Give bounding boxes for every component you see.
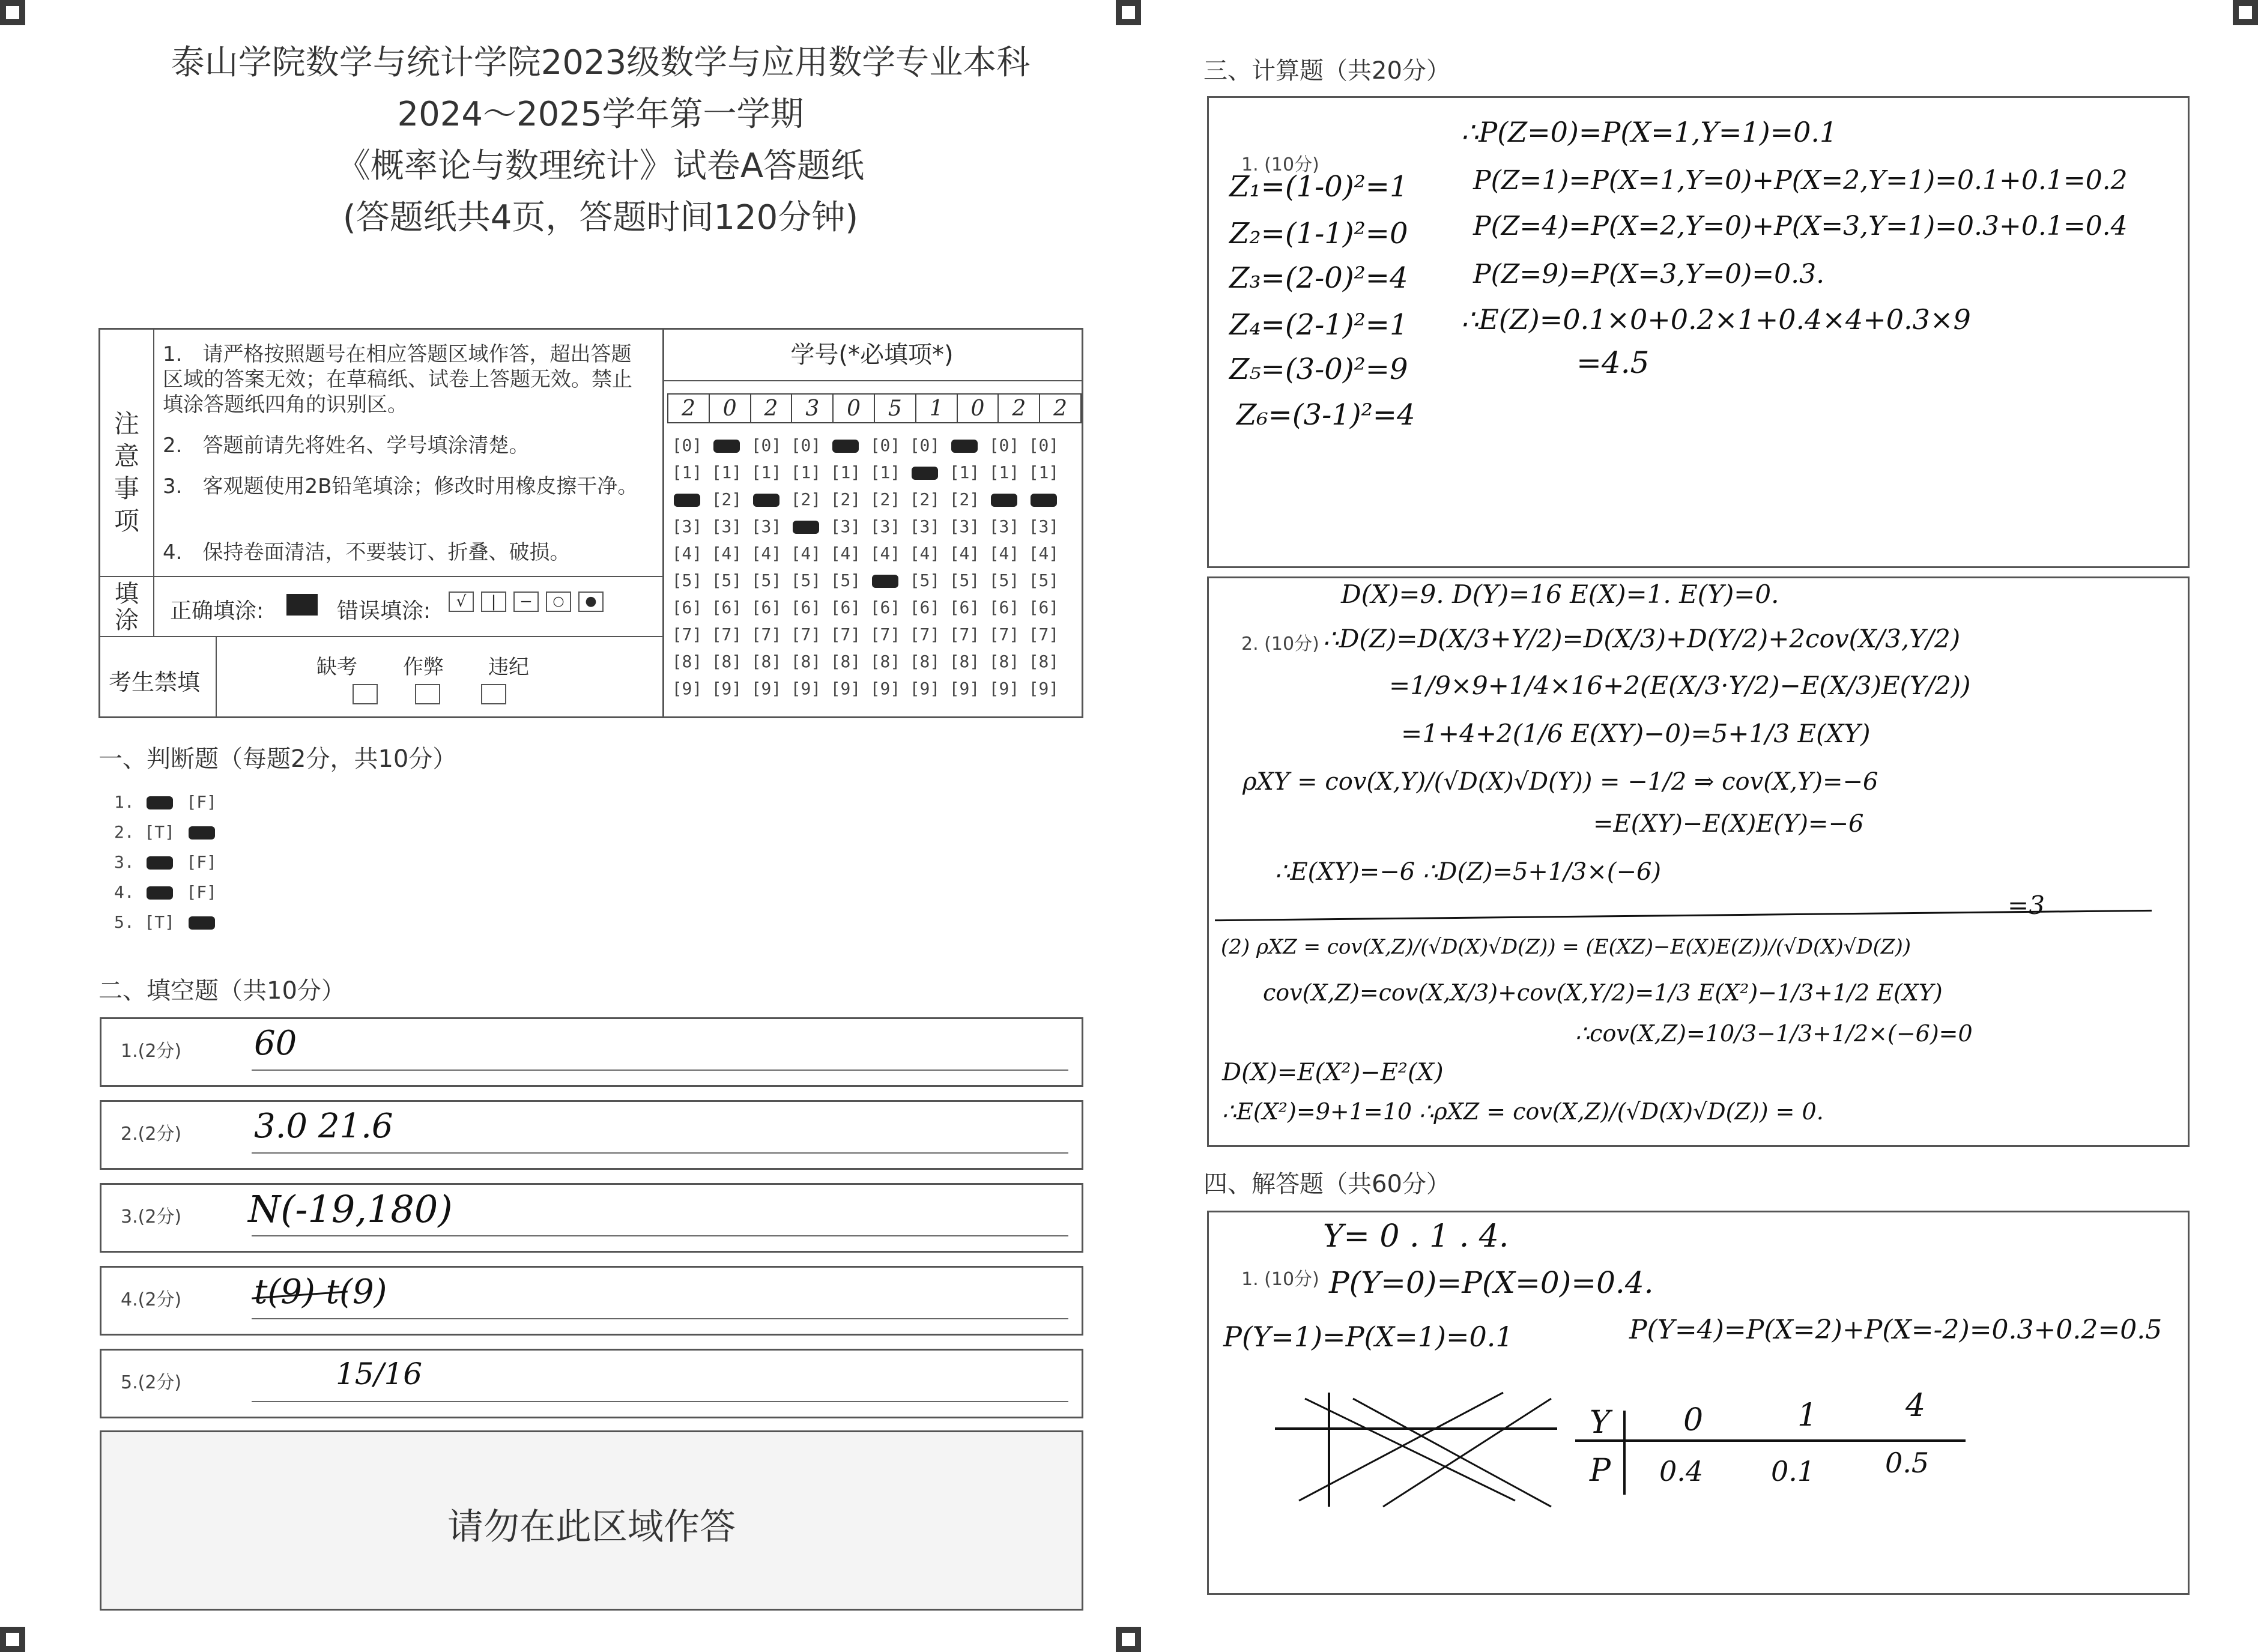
cheat-checkbox[interactable]	[415, 684, 440, 704]
tf-item	[114, 907, 219, 937]
table-value-cell: 0.1	[1771, 1455, 1815, 1487]
divider	[153, 576, 154, 636]
bubble-empty[interactable]: [4]	[751, 543, 782, 563]
bubble-empty[interactable]: [9]	[830, 679, 861, 698]
bubble-empty[interactable]: [2]	[909, 489, 940, 509]
bubble-empty[interactable]: [4]	[949, 543, 980, 563]
calc-q2-line: ∴cov(X,Z)=10/3−1/3+1/2×(−6)=0	[1575, 1020, 1973, 1047]
wrong-fill-label: 错误填涂:	[337, 599, 431, 623]
bubble-empty[interactable]: [8]	[751, 652, 782, 671]
bubble-empty[interactable]: [5]	[949, 570, 980, 590]
bubble-empty[interactable]: [4]	[870, 543, 901, 563]
bubble-row	[667, 621, 1076, 648]
corner-marker-top-middle	[1116, 0, 1141, 25]
bubble-empty[interactable]: [7]	[790, 625, 822, 644]
bubble-empty[interactable]: [8]	[790, 652, 822, 671]
bubble-row	[667, 675, 1076, 702]
bubble-empty[interactable]: [8]	[988, 652, 1020, 671]
wrong-mark-dot: ●	[578, 592, 604, 612]
bubble-empty[interactable]: [0]	[1028, 435, 1059, 455]
calc-q1-right-3: P(Z=4)=P(X=2,Y=0)+P(X=3,Y=1)=0.3+0.1=0.4	[1473, 211, 2128, 241]
calc-q2-line: =1/9×9+1/4×16+2(E(X/3·Y/2)−E(X/3)E(Y/2))	[1389, 671, 1971, 700]
bubble-empty[interactable]: [8]	[1028, 652, 1059, 671]
bubble-empty[interactable]: [6]	[1028, 598, 1059, 617]
calc-q1-right-6: =4.5	[1576, 345, 1650, 380]
forbidden-absent: 缺考	[316, 655, 357, 679]
calc-q1-left-2: Z₂=(1-1)²=0	[1229, 217, 1408, 250]
answer-q1-line: P(Y=1)=P(X=1)=0.1	[1223, 1321, 1513, 1353]
tf-option-empty[interactable]: [F]	[186, 882, 217, 902]
calc-q1-left-5: Z₅=(3-0)²=9	[1229, 352, 1408, 386]
bubble-empty[interactable]: [5]	[988, 570, 1020, 590]
answer-q1-label: 1. (10分)	[1241, 1269, 1319, 1290]
wrong-fill-samples	[449, 592, 604, 612]
table-vline	[1623, 1411, 1626, 1495]
bubble-empty[interactable]: [2]	[790, 489, 822, 509]
bubble-empty[interactable]: [9]	[671, 679, 703, 698]
bubble-empty[interactable]: [2]	[711, 489, 742, 509]
bubble-empty[interactable]: [7]	[1028, 625, 1059, 644]
tf-item-number: 2.	[114, 821, 135, 842]
bubble-empty[interactable]: [7]	[830, 625, 861, 644]
id-digit[interactable]: 0	[957, 394, 999, 423]
bubble-row	[667, 540, 1076, 567]
corner-marker-top-right	[2233, 0, 2258, 25]
forbidden-cheat: 作弊	[403, 655, 444, 679]
calc-q2-line: D(X)=9. D(Y)=16 E(X)=1. E(Y)=0.	[1341, 579, 1779, 609]
bubble-empty[interactable]: [7]	[751, 625, 782, 644]
true-false-list	[114, 787, 219, 937]
bubble-filled[interactable]	[786, 516, 826, 536]
filled-mark	[713, 440, 740, 453]
id-digit[interactable]: 5	[874, 394, 916, 423]
wrong-mark-dash: −	[513, 592, 539, 612]
tf-option-filled[interactable]	[143, 852, 177, 872]
filled-mark	[912, 467, 938, 480]
table-header-cell: Y	[1590, 1405, 1611, 1441]
absent-checkbox[interactable]	[353, 684, 378, 704]
bubble-empty[interactable]: [5]	[711, 570, 742, 590]
table-hline	[1575, 1439, 1966, 1442]
fill-blank-answer[interactable]: 3.0 21.6	[254, 1107, 393, 1146]
filled-mark	[832, 440, 859, 453]
bubble-empty[interactable]: [6]	[711, 598, 742, 617]
distribution-table	[1575, 1388, 1966, 1495]
id-digit[interactable]: 0	[709, 394, 751, 423]
bubble-empty[interactable]: [9]	[909, 679, 940, 698]
tf-item-number: 5.	[114, 912, 135, 932]
student-id-bubble-grid	[667, 432, 1076, 702]
id-digit[interactable]: 0	[833, 394, 874, 423]
bubble-empty[interactable]: [7]	[671, 625, 703, 644]
filled-mark	[189, 826, 215, 840]
bubble-empty[interactable]: [5]	[909, 570, 940, 590]
bubble-empty[interactable]: [9]	[751, 679, 782, 698]
bubble-filled[interactable]	[667, 489, 707, 509]
bubble-empty[interactable]: [4]	[790, 543, 822, 563]
bubble-empty[interactable]: [5]	[671, 570, 703, 590]
tf-option-empty[interactable]: [T]	[144, 912, 175, 932]
calc-q2-line: D(X)=E(X²)−E²(X)	[1222, 1059, 1444, 1086]
bubble-empty[interactable]: [2]	[870, 489, 901, 509]
bubble-empty[interactable]: [7]	[988, 625, 1020, 644]
fill-label: 填涂	[115, 580, 139, 634]
filled-mark	[991, 494, 1017, 507]
part1-heading: 一、判断题（每题2分，共10分）	[98, 745, 457, 773]
notice-item-4: 4. 保持卷面清洁，不要装订、折叠、破损。	[163, 540, 571, 564]
calc-q2-line: =1+4+2(1/6 E(XY)−0)=5+1/3 E(XY)	[1401, 719, 1871, 748]
forbidden-label: 考生禁填	[109, 669, 201, 695]
id-digit[interactable]: 2	[998, 394, 1040, 423]
bubble-empty[interactable]: [7]	[711, 625, 742, 644]
bubble-empty[interactable]: [9]	[1028, 679, 1059, 698]
bubble-empty[interactable]: [0]	[909, 435, 940, 455]
tf-option-filled[interactable]	[143, 882, 177, 902]
table-header-cell: 4	[1905, 1388, 1926, 1424]
wrong-mark-circle: ○	[546, 592, 571, 612]
bubble-empty[interactable]: [3]	[711, 516, 742, 536]
bubble-empty[interactable]: [7]	[870, 625, 901, 644]
bubble-empty[interactable]: [9]	[870, 679, 901, 698]
fill-blank-answer[interactable]: N(-19,180)	[248, 1187, 453, 1231]
bubble-filled[interactable]	[707, 435, 746, 455]
wrong-mark-check: √	[449, 592, 474, 612]
divider	[100, 576, 662, 577]
bubble-empty[interactable]: [9]	[790, 679, 822, 698]
bubble-empty[interactable]: [8]	[949, 652, 980, 671]
tf-option-empty[interactable]: [F]	[186, 852, 217, 872]
filled-mark	[872, 575, 898, 588]
fill-blank-box-5	[100, 1349, 1083, 1418]
table-value-cell: 0.5	[1885, 1447, 1930, 1479]
filled-mark	[147, 856, 173, 870]
fill-blank-label: 3.(2分)	[121, 1206, 182, 1227]
answer-line	[252, 1318, 1068, 1319]
bubble-filled[interactable]	[905, 462, 945, 482]
bubble-empty[interactable]: [0]	[790, 435, 822, 455]
divider	[153, 330, 154, 576]
bubble-row	[667, 648, 1076, 675]
corner-marker-bottom-middle	[1116, 1627, 1141, 1652]
calc-q1-left-6: Z₆=(3-1)²=4	[1236, 398, 1415, 432]
fill-blank-box-1	[100, 1017, 1083, 1087]
filled-mark	[1031, 494, 1057, 507]
fill-blank-label: 5.(2分)	[121, 1372, 182, 1393]
filled-mark	[147, 886, 173, 900]
answer-q1-box	[1207, 1211, 2190, 1595]
table-value-cell: P	[1590, 1453, 1611, 1489]
corner-marker-bottom-left	[0, 1627, 25, 1652]
calc-q1-box	[1207, 96, 2190, 568]
bubble-filled[interactable]	[984, 489, 1024, 509]
bubble-filled[interactable]	[746, 489, 786, 509]
no-answer-zone-text: 请勿在此区域作答	[447, 1506, 736, 1548]
bubble-empty[interactable]: [0]	[870, 435, 901, 455]
fill-blank-box-4	[100, 1266, 1083, 1336]
tf-option-filled[interactable]	[185, 912, 219, 932]
bubble-empty[interactable]: [4]	[1028, 543, 1059, 563]
bubble-empty[interactable]: [1]	[790, 462, 822, 482]
calc-q1-right-1: ∴P(Z=0)=P(X=1,Y=1)=0.1	[1461, 116, 1838, 148]
bubble-empty[interactable]: [1]	[870, 462, 901, 482]
student-id-label: 学号(*必填项*)	[662, 330, 1082, 381]
student-id-digit-row	[667, 393, 1082, 423]
answer-q1-line: P(Y=4)=P(X=2)+P(X=-2)=0.3+0.2=0.5	[1629, 1315, 2163, 1345]
bubble-empty[interactable]: [1]	[988, 462, 1020, 482]
bubble-empty[interactable]: [3]	[949, 516, 980, 536]
bubble-empty[interactable]: [9]	[988, 679, 1020, 698]
bubble-row	[667, 459, 1076, 486]
bubble-empty[interactable]: [8]	[671, 652, 703, 671]
crossed-out-table	[1263, 1387, 1575, 1513]
notice-label: 注意事项	[114, 409, 139, 536]
calc-q2-line: (2) ρXZ = cov(X,Z)/(√D(X)√D(Z)) = (E(XZ)−E(X)E(Z))/(√D(X)√D(Z))	[1221, 935, 1911, 959]
bubble-filled[interactable]	[945, 435, 984, 455]
fill-blank-label: 4.(2分)	[121, 1289, 182, 1310]
bubble-empty[interactable]: [8]	[909, 652, 940, 671]
tf-option-filled[interactable]	[143, 792, 177, 812]
bubble-empty[interactable]: [1]	[949, 462, 980, 482]
calc-q2-box	[1207, 576, 2190, 1147]
bubble-empty[interactable]: [3]	[909, 516, 940, 536]
notice-block	[98, 328, 1083, 718]
id-digit[interactable]: 2	[668, 394, 709, 423]
fill-blank-answer[interactable]: t(9) t(9)	[254, 1272, 387, 1312]
header-line-4: (答题纸共4页，答题时间120分钟)	[342, 198, 859, 237]
filled-mark	[189, 916, 215, 930]
bubble-empty[interactable]: [3]	[988, 516, 1020, 536]
forbidden-violation: 违纪	[488, 655, 529, 679]
tf-item-number: 3.	[114, 852, 135, 872]
calc-q1-label: 1. (10分)	[1241, 154, 1319, 175]
fill-blank-answer[interactable]: 15/16	[336, 1357, 423, 1391]
bubble-row	[667, 513, 1076, 540]
filled-mark	[793, 521, 819, 534]
bubble-empty[interactable]: [1]	[711, 462, 742, 482]
tf-option-filled[interactable]	[185, 822, 219, 842]
part3-heading: 三、计算题（共20分）	[1203, 57, 1450, 85]
violation-checkbox[interactable]	[481, 684, 506, 704]
bubble-filled[interactable]	[865, 570, 905, 590]
bubble-empty[interactable]: [5]	[830, 570, 861, 590]
bubble-filled[interactable]	[826, 435, 865, 455]
bubble-row	[667, 594, 1076, 621]
wrong-mark-bar: |	[481, 592, 506, 612]
answer-line	[252, 1401, 1068, 1402]
bubble-empty[interactable]: [6]	[751, 598, 782, 617]
table-header-cell: 0	[1683, 1402, 1704, 1438]
calc-q1-right-2: P(Z=1)=P(X=1,Y=0)+P(X=2,Y=1)=0.1+0.1=0.2	[1473, 165, 2128, 196]
tf-item	[114, 787, 219, 817]
bubble-empty[interactable]: [6]	[949, 598, 980, 617]
bubble-empty[interactable]: [1]	[830, 462, 861, 482]
bubble-empty[interactable]: [6]	[830, 598, 861, 617]
table-value-cell: 0.4	[1659, 1455, 1704, 1487]
bubble-empty[interactable]: [2]	[949, 489, 980, 509]
bubble-empty[interactable]: [3]	[830, 516, 861, 536]
answer-line	[252, 1235, 1068, 1236]
answer-line	[252, 1070, 1068, 1071]
bubble-empty[interactable]: [5]	[790, 570, 822, 590]
divider	[216, 636, 217, 716]
header-line-2: 2024～2025学年第一学期	[397, 95, 804, 134]
fill-blank-label: 2.(2分)	[121, 1124, 182, 1145]
bubble-empty[interactable]: [8]	[870, 652, 901, 671]
fill-blank-label: 1.(2分)	[121, 1041, 182, 1062]
bubble-empty[interactable]: [5]	[751, 570, 782, 590]
bubble-empty[interactable]: [6]	[909, 598, 940, 617]
answer-line	[252, 1152, 1068, 1154]
bubble-empty[interactable]: [1]	[671, 462, 703, 482]
bubble-empty[interactable]: [6]	[988, 598, 1020, 617]
bubble-empty[interactable]: [9]	[711, 679, 742, 698]
calc-q1-left-4: Z₄=(2-1)²=1	[1229, 308, 1408, 342]
part4-heading: 四、解答题（共60分）	[1203, 1170, 1450, 1198]
calc-q2-line: ∴E(X²)=9+1=10 ∴ρXZ = cov(X,Z)/(√D(X)√D(Z)) = 0.	[1222, 1098, 1824, 1125]
bubble-empty[interactable]: [1]	[751, 462, 782, 482]
bubble-row	[667, 567, 1076, 594]
no-answer-zone	[100, 1430, 1083, 1611]
bubble-empty[interactable]: [4]	[830, 543, 861, 563]
correct-fill-label: 正确填涂:	[170, 599, 264, 623]
notice-item-2: 2. 答题前请先将姓名、学号填涂清楚。	[163, 434, 530, 458]
calc-q1-left-3: Z₃=(2-0)²=4	[1229, 261, 1408, 295]
bubble-empty[interactable]: [4]	[909, 543, 940, 563]
bubble-empty[interactable]: [7]	[949, 625, 980, 644]
fill-blank-box-2	[100, 1100, 1083, 1170]
answer-q1-line: Y= 0 . 1 . 4.	[1323, 1218, 1509, 1254]
calc-q2-line: ρXY = cov(X,Y)/(√D(X)√D(Y)) = −1/2 ⇒ cov(X,Y)=−6	[1243, 768, 1878, 796]
bubble-empty[interactable]: [0]	[751, 435, 782, 455]
bubble-empty[interactable]: [9]	[949, 679, 980, 698]
divider	[100, 636, 662, 637]
notice-item-3: 3. 客观题使用2B铅笔填涂；修改时用橡皮擦干净。	[163, 474, 638, 498]
bubble-empty[interactable]: [0]	[988, 435, 1020, 455]
bubble-empty[interactable]: [3]	[870, 516, 901, 536]
tf-option-empty[interactable]: [F]	[186, 791, 217, 812]
bubble-empty[interactable]: [8]	[830, 652, 861, 671]
bubble-empty[interactable]: [3]	[751, 516, 782, 536]
corner-marker-top-left	[0, 0, 25, 25]
calc-q1-right-5: ∴E(Z)=0.1×0+0.2×1+0.4×4+0.3×9	[1461, 303, 1971, 336]
bubble-empty[interactable]: [6]	[870, 598, 901, 617]
bubble-empty[interactable]: [4]	[671, 543, 703, 563]
answer-q1-line: P(Y=0)=P(X=0)=0.4.	[1329, 1265, 1654, 1300]
bubble-empty[interactable]: [7]	[909, 625, 940, 644]
table-header-cell: 1	[1797, 1397, 1818, 1433]
tf-item-number: 1.	[114, 791, 135, 812]
id-digit[interactable]: 2	[751, 394, 792, 423]
id-digit[interactable]: 2	[1040, 394, 1081, 423]
bubble-filled[interactable]	[1024, 489, 1064, 509]
bubble-empty[interactable]: [4]	[988, 543, 1020, 563]
calc-q2-line: =E(XY)−E(X)E(Y)=−6	[1593, 810, 1864, 838]
bubble-empty[interactable]: [5]	[1028, 570, 1059, 590]
part2-heading: 二、填空题（共10分）	[98, 977, 345, 1005]
bubble-empty[interactable]: [3]	[671, 516, 703, 536]
notice-item-1: 1. 请严格按照题号在相应答题区域作答，超出答题区域的答案无效；在草稿纸、试卷上答题无效。禁止填涂答题纸四角的识别区。	[163, 342, 632, 417]
correct-fill-sample	[286, 594, 318, 616]
bubble-empty[interactable]: [6]	[671, 598, 703, 617]
header-line-3: 《概率论与数理统计》试卷A答题纸	[336, 147, 865, 186]
bubble-empty[interactable]: [4]	[711, 543, 742, 563]
bubble-empty[interactable]: [8]	[711, 652, 742, 671]
header-line-1: 泰山学院数学与统计学院2023级数学与应用数学专业本科	[171, 43, 1031, 82]
tf-item	[114, 877, 219, 907]
tf-option-empty[interactable]: [T]	[144, 821, 175, 842]
bubble-empty[interactable]: [1]	[1028, 462, 1059, 482]
divider	[662, 330, 664, 716]
id-digit[interactable]: 3	[792, 394, 833, 423]
calc-q2-label: 2. (10分)	[1241, 634, 1319, 655]
bubble-empty[interactable]: [0]	[671, 435, 703, 455]
calc-q2-line: =3	[2008, 891, 2045, 920]
filled-mark	[674, 494, 700, 507]
tf-item	[114, 847, 219, 877]
bubble-row	[667, 432, 1076, 459]
calc-q2-line: cov(X,Z)=cov(X,X/3)+cov(X,Y/2)=1/3 E(X²)−1/3+1/2 E(XY)	[1263, 979, 1943, 1006]
filled-mark	[753, 494, 779, 507]
calc-q2-line: ∴E(XY)=−6 ∴D(Z)=5+1/3×(−6)	[1275, 858, 1662, 886]
fill-blank-box-3	[100, 1183, 1083, 1253]
bubble-empty[interactable]: [2]	[830, 489, 861, 509]
bubble-empty[interactable]: [3]	[1028, 516, 1059, 536]
calc-q1-left-1: Z₁=(1-0)²=1	[1229, 170, 1408, 204]
tf-item	[114, 817, 219, 847]
filled-mark	[147, 796, 173, 809]
bubble-empty[interactable]: [6]	[790, 598, 822, 617]
bubble-row	[667, 486, 1076, 513]
calc-q2-line: ∴D(Z)=D(X/3+Y/2)=D(X/3)+D(Y/2)+2cov(X/3,Y/2)	[1323, 624, 1961, 653]
tf-item-number: 4.	[114, 882, 135, 902]
calc-q1-right-4: P(Z=9)=P(X=3,Y=0)=0.3.	[1473, 259, 1825, 289]
fill-blank-answer[interactable]: 60	[254, 1024, 297, 1063]
filled-mark	[951, 440, 978, 453]
id-digit[interactable]: 1	[916, 394, 957, 423]
